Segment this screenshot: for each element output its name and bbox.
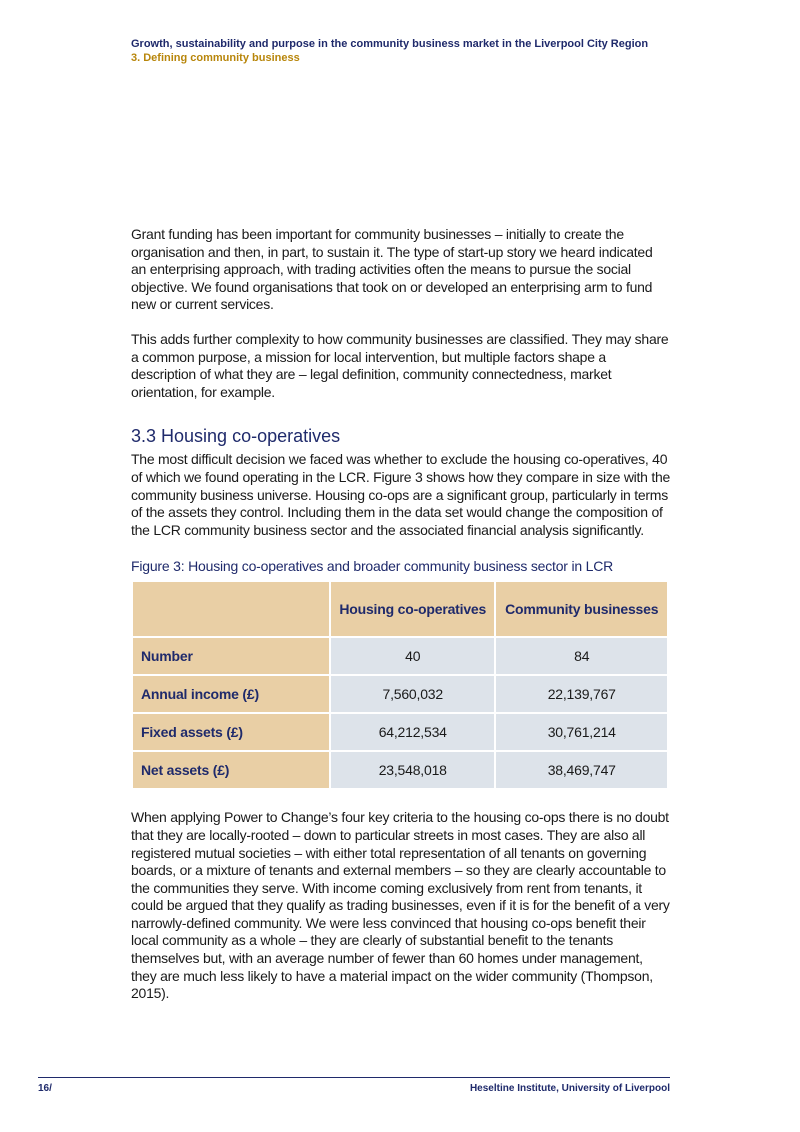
table-cell: 22,139,767	[495, 675, 668, 713]
table-cell: 84	[495, 637, 668, 675]
table-corner-cell	[132, 581, 330, 637]
main-content	[131, 226, 671, 1003]
comparison-table	[131, 580, 669, 790]
table-row	[132, 751, 668, 789]
section-title: 3. Defining community business	[131, 52, 300, 64]
row-label: Fixed assets (£)	[132, 713, 330, 751]
paragraph-grant-funding: Grant funding has been important for community businesses – initially to create the organisation and then, in part, to sustain it. The type of start-up story we heard indicated an enterprising approach, with trading activities often the means to pursue the social objective. We found organisations that took on or developed an enterprising arm to fund new or current services.	[131, 226, 653, 313]
page-number: 16/	[38, 1083, 52, 1094]
table-header-row	[132, 581, 668, 637]
paragraph-criteria: When applying Power to Change’s four key criteria to the housing co-ops there is no doubt that they are locally-rooted – down to particular streets in most cases. They are also all registered mutual societies – with either total representation of all tenants on governing boards, or a mixture of tenants and external members – so they are clearly accountable to the communities they serve. With income coming exclusively from rent from tenants, it could be argued that they qualify as trading businesses, even if it is for the benefit of a very narrowly-defined community. We were less convinced that housing co-ops benefit their local community as a whole – they are clearly of substantial benefit to the tenants themselves but, with an average number of fewer than 60 homes under management, they are much less likely to have a material impact on the wider community (Thompson, 2015).	[131, 809, 670, 1002]
figure-caption: Figure 3: Housing co-operatives and broader community business sector in LCR	[131, 558, 614, 575]
footer-divider	[38, 1077, 670, 1078]
table-cell: 40	[330, 637, 495, 675]
table-row	[132, 675, 668, 713]
table-cell: 38,469,747	[495, 751, 668, 789]
table-cell: 64,212,534	[330, 713, 495, 751]
section-heading: 3.3 Housing co-operatives	[131, 426, 341, 447]
document-title: Growth, sustainability and purpose in the community business market in the Liverpool City Region	[131, 38, 649, 50]
column-header: Community businesses	[495, 581, 668, 637]
table-row	[132, 713, 668, 751]
table-row	[132, 637, 668, 675]
table-cell: 30,761,214	[495, 713, 668, 751]
column-header: Housing co-operatives	[330, 581, 495, 637]
row-label: Annual income (£)	[132, 675, 330, 713]
table-cell: 7,560,032	[330, 675, 495, 713]
row-label: Number	[132, 637, 330, 675]
table-cell: 23,548,018	[330, 751, 495, 789]
paragraph-housing-coops: The most difficult decision we faced was whether to exclude the housing co-operatives, 40 of which we found operating in the LCR. Figure 3 shows how they compare in size with the community business universe. Housing co-ops are a significant group, particularly in terms of the assets they control. Including them in the data set would change the composition of the LCR community business sector and the associated financial analysis significantly.	[131, 451, 671, 538]
paragraph-complexity: This adds further complexity to how community businesses are classified. They may share a common purpose, a mission for local intervention, but multiple factors shape a description of what they are – legal definition, community connectedness, market orientation, for example.	[131, 330, 669, 400]
running-header	[131, 37, 648, 65]
row-label: Net assets (£)	[132, 751, 330, 789]
footer-institution: Heseltine Institute, University of Liverpool	[469, 1083, 670, 1094]
